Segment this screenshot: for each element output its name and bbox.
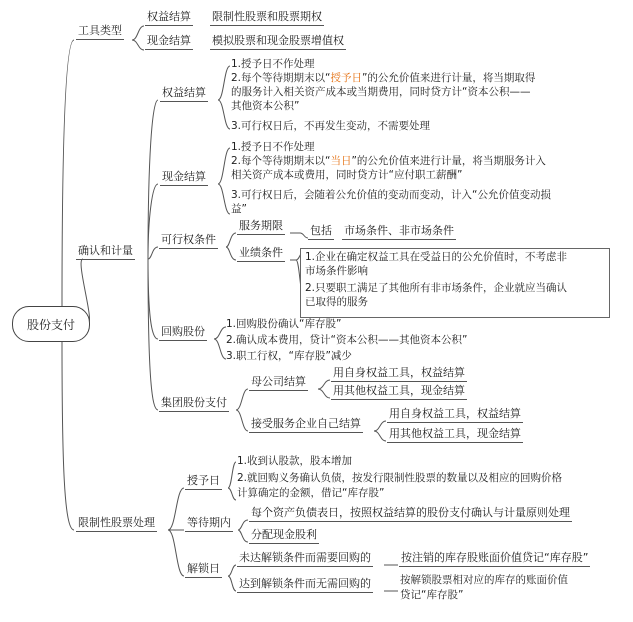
link-root-tool xyxy=(62,40,74,306)
link-confirm-group xyxy=(148,259,158,410)
link-root-restricted xyxy=(62,340,74,530)
grant-date-node: 授予日 xyxy=(185,474,222,490)
perf-line-2: 市场条件影响 xyxy=(305,265,368,277)
perf-line-1: 1.企业在确定权益工具在受益日的公允价值时，不考虑非 xyxy=(305,251,568,263)
link-vesting-service xyxy=(226,233,236,247)
buyback-line-2: 2.确认成本费用，贷计“资本公积——其他资本公积” xyxy=(226,334,468,346)
restricted-stock-node: 限制性股票处理 xyxy=(76,516,157,532)
link-parent-leaves xyxy=(318,380,330,398)
tool-type-node: 工具类型 xyxy=(76,24,124,40)
parent-other-equity: 用其他权益工具，现金结算 xyxy=(331,384,467,400)
cash-line-1: 1.授予日不作处理 xyxy=(231,141,315,153)
tool-cash-desc: 模拟股票和现金股票增值权 xyxy=(210,34,346,50)
cash-line-2a: 2.每个等待期期末以“ xyxy=(231,155,331,167)
cash-line-3: 相关资产成本或费用，同时贷方计“应付职工薪酬” xyxy=(231,169,463,181)
link-confirm-buyback xyxy=(148,259,158,339)
cash-line-2b: ”的公允价值来进行计量，将当期服务计入 xyxy=(351,155,546,167)
confirm-equity-node: 权益结算 xyxy=(160,86,208,102)
waiting-period-node: 等待期内 xyxy=(185,516,233,532)
confirm-cash-node: 现金结算 xyxy=(160,170,208,186)
link-waiting-leaves xyxy=(238,520,248,542)
equity-line-2a: 2.每个等待期期末以“ xyxy=(231,72,331,84)
receiver-other-equity: 用其他权益工具，现金结算 xyxy=(387,427,523,443)
link-restricted-grant xyxy=(168,488,184,530)
waiting-line-2: 分配现金股利 xyxy=(249,528,319,544)
link-tool-equity xyxy=(132,26,144,40)
link-confirm-vesting xyxy=(148,247,158,259)
perf-line-4: 已取得的服务 xyxy=(305,296,368,308)
market-conditions-node: 市场条件、非市场条件 xyxy=(342,224,456,240)
cash-line-2 xyxy=(231,155,546,169)
service-period-node: 服务期限 xyxy=(237,219,285,235)
cash-line-4: 3.可行权日后，会随着公允价值的变动而变动，计入“公允价值变动损 xyxy=(231,189,551,201)
parent-own-equity: 用自身权益工具，权益结算 xyxy=(331,366,467,382)
performance-node: 业绩条件 xyxy=(237,246,285,262)
confirm-measure-node: 确认和计量 xyxy=(76,244,135,260)
equity-grant-date-highlight: 授予日 xyxy=(330,72,362,84)
unlock-met-desc-1: 按解锁股票相对应的库存的账面价值 xyxy=(400,574,568,586)
equity-line-4: 其他资本公积” xyxy=(231,100,300,112)
equity-line-5: 3.可行权日后，不再发生变动，不需要处理 xyxy=(231,120,431,132)
unlock-not-met-desc: 按注销的库存股账面价值贷记“库存股” xyxy=(399,551,590,567)
equity-line-2 xyxy=(231,72,535,86)
link-group-parent xyxy=(236,389,248,410)
group-payment-node: 集团股份支付 xyxy=(159,396,229,412)
buyback-node: 回购股份 xyxy=(159,325,207,341)
parent-settle-node: 母公司结算 xyxy=(249,375,308,391)
unlock-not-met-node: 未达解锁条件而需要回购的 xyxy=(237,551,373,567)
cash-line-5: 益” xyxy=(231,203,247,215)
root-node: 股份支付 xyxy=(12,306,90,342)
equity-line-2b: ”的公允价值来进行计量，将当期取得 xyxy=(361,72,536,84)
perf-line-3: 2.只要职工满足了其他所有非市场条件，企业就应当确认 xyxy=(305,282,568,294)
link-service-include xyxy=(290,233,308,238)
tool-equity-desc: 限制性股票和股票期权 xyxy=(210,10,324,26)
link-buyback-detail xyxy=(214,327,226,359)
grant-line-2: 2.就回购义务确认负债，按发行限制性股票的数量以及相应的回购价格 xyxy=(237,472,563,484)
tool-cash-node: 现金结算 xyxy=(145,34,193,50)
link-unlock-leaves xyxy=(228,565,236,591)
grant-line-3: 计算确定的金额，借记“库存股” xyxy=(237,487,385,499)
grant-line-1: 1.收到认股款，股本增加 xyxy=(237,455,353,467)
link-grant-detail xyxy=(228,462,236,500)
receiver-own-equity: 用自身权益工具，权益结算 xyxy=(387,407,523,423)
include-node: 包括 xyxy=(308,224,334,240)
link-vesting-perf xyxy=(226,247,236,260)
vesting-conditions-node: 可行权条件 xyxy=(159,233,218,249)
unlock-met-node: 达到解锁条件而无需回购的 xyxy=(237,577,373,593)
cash-current-date-highlight: 当日 xyxy=(330,155,352,167)
link-confirm-equity xyxy=(148,100,158,259)
tool-equity-node: 权益结算 xyxy=(145,10,193,26)
equity-line-1: 1.授予日不作处理 xyxy=(231,58,315,70)
link-recv-leaves xyxy=(374,421,386,441)
link-tool-cash xyxy=(132,40,144,50)
link-equity-detail xyxy=(218,66,230,129)
link-cash-detail xyxy=(218,148,230,214)
buyback-line-3: 3.职工行权，“库存股”减少 xyxy=(226,350,352,362)
receiver-settle-node: 接受服务企业自己结算 xyxy=(249,417,363,433)
unlock-date-node: 解锁日 xyxy=(185,562,222,578)
link-group-recv xyxy=(236,410,248,431)
link-restricted-unlock xyxy=(168,530,184,576)
buyback-line-1: 1.回购股份确认“库存股” xyxy=(226,318,342,330)
unlock-met-desc-2: 贷记“库存股” xyxy=(400,589,464,601)
equity-line-3: 的服务计入相关资产成本或当期费用，同时贷方计“资本公积—— xyxy=(231,86,531,98)
waiting-line-1: 每个资产负债表日，按照权益结算的股份支付确认与计量原则处理 xyxy=(249,506,572,522)
